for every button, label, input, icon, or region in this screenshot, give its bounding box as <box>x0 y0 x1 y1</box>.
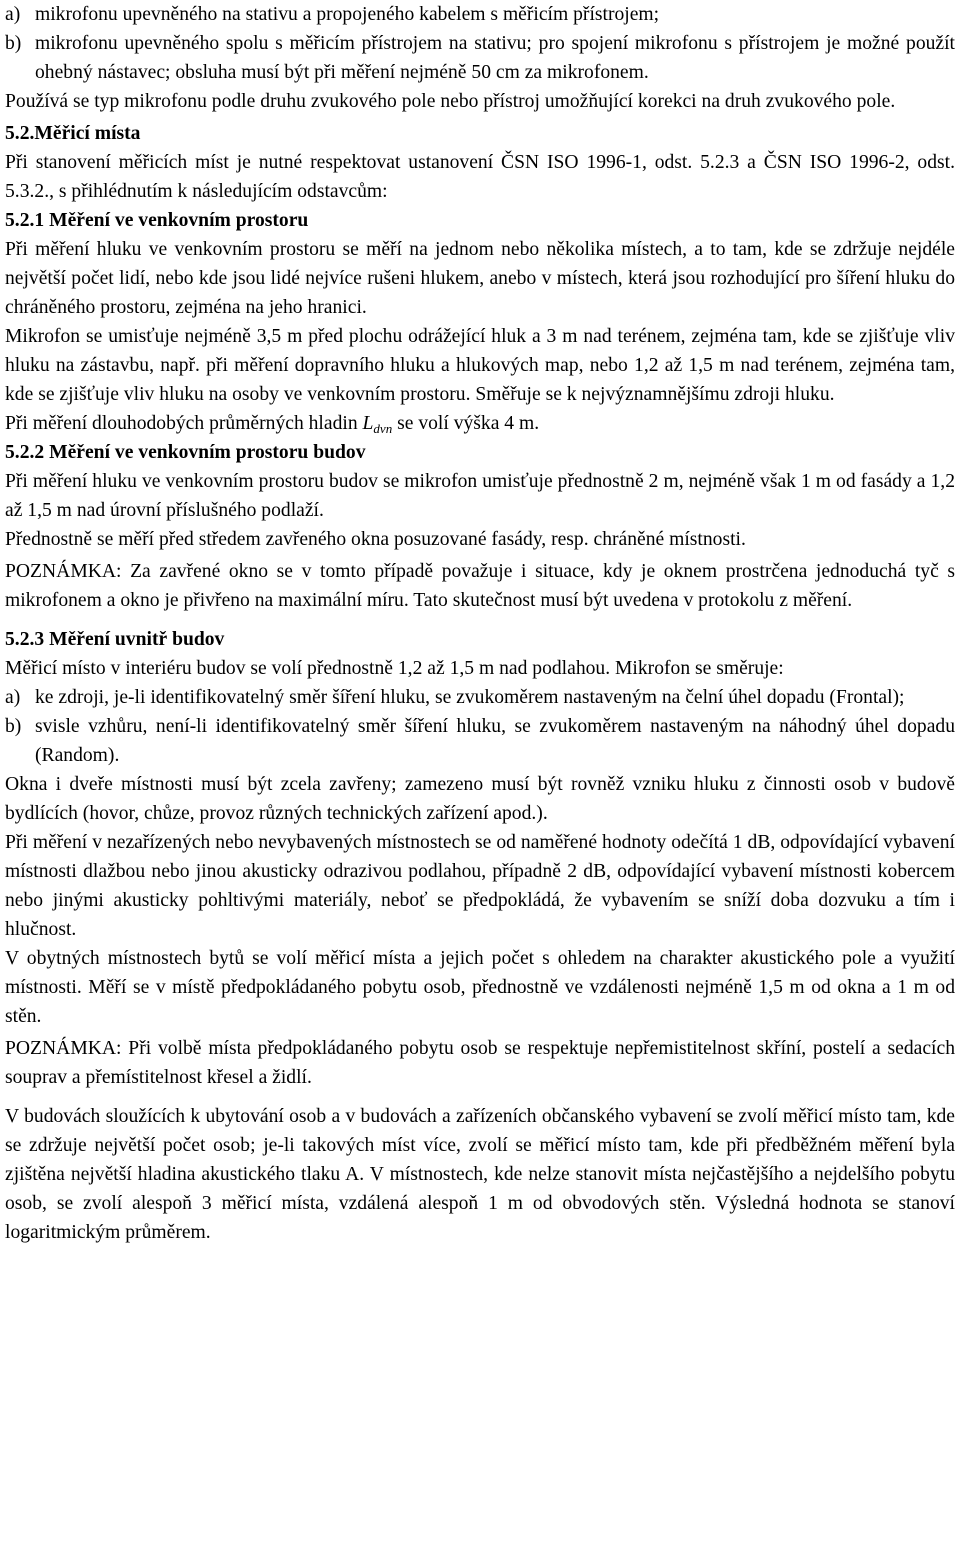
note-5-2-2: POZNÁMKA: Za zavřené okno se v tomto případě považuje i situace, kdy je oknem prostrčena jednoduchá tyč s mikrofonem a okno je přivřeno na maximální míru. Tato skutečnost musí být uvedena v protokolu z měření. <box>5 561 955 611</box>
list-marker: a) <box>5 4 21 25</box>
list-item-a <box>5 0 955 29</box>
text-fragment: Při měření dlouhodobých průměrných hladin <box>5 413 363 434</box>
paragraph-5-2: Při stanovení měřicích míst je nutné respektovat ustanovení ČSN ISO 1996-1, odst. 5.2.3 a ČSN ISO 1996-2, odst. 5.3.2., s přihlédnutím k následujícím odstavcům: <box>5 152 955 202</box>
list-text: mikrofonu upevněného spolu s měřicím přístrojem na stativu; pro spojení mikrofonu s přístrojem je možné použít ohebný nástavec; obsluha musí být při měření nejméně 50 cm za mikrofonem. <box>35 33 955 83</box>
paragraph-5-2-1-c <box>5 409 955 438</box>
list-marker: b) <box>5 33 22 54</box>
list-text: mikrofonu upevněného na stativu a propojeného kabelem s měřicím přístrojem; <box>35 4 660 25</box>
paragraph-5-2-2-a: Při měření hluku ve venkovním prostoru budov se mikrofon umisťuje přednostně 2 m, nejméně však 1 m od fasády a 1,2 až 1,5 m nad úrovní příslušného podlaží. <box>5 471 955 521</box>
note-5-2-3: POZNÁMKA: Při volbě místa předpokládaného pobytu osob se respektuje nepřemistitelnost skříní, postelí a sedacích souprav a přemístitelnost křesel a židlí. <box>5 1038 955 1088</box>
symbol-L: L <box>362 413 374 434</box>
list-item-b <box>5 29 955 87</box>
paragraph-usage: Používá se typ mikrofonu podle druhu zvukového pole nebo přístroj umožňující korekci na druh zvukového pole. <box>5 91 896 112</box>
paragraph-5-2-3-b: Okna i dveře místnosti musí být zcela zavřeny; zamezeno musí být rovněž vzniku hluku z činnosti osob v budově bydlících (hovor, chůze, provoz různých technických zařízení apod.). <box>5 774 955 824</box>
section-heading-5-2: 5.2.Měřicí místa <box>5 123 141 144</box>
symbol-subscript: dvn <box>373 421 393 436</box>
paragraph-5-2-1-b: Mikrofon se umisťuje nejméně 3,5 m před plochu odrážející hluk a 3 m nad terénem, zejména tam, kde se zjišťuje vliv hluku na zástavbu, např. při měření dopravního hluku a hlukových map, nebo 1,2 až 1,5 m nad terénem, zejména tam, kde se zjišťuje vliv hluku na osoby ve venkovním prostoru. Směřuje se k nejvýznamnějšímu zdroji hluku. <box>5 326 955 405</box>
paragraph-5-2-3-d: V obytných místnostech bytů se volí měřicí místa a jejich počet s ohledem na charakter akustického pole a využití místnosti. Měří se v místě předpokládaného pobytu osob, přednostně ve vzdálenosti nejméně 1,5 m od okna a 1 m od stěn. <box>5 948 955 1027</box>
paragraph-5-2-3-e: V budovách sloužících k ubytování osob a v budovách a zařízeních občanského vybavení se zvolí měřicí místo tam, kde se zdržuje největší počet osob; je-li takových míst více, zvolí se měřicí místo tam, kde při předběžném měření byla zjištěna největší hladina akustického tlaku A. V místnostech, kde nelze stanovit místa nejčastějšího a nejdelšího pobytu osob, se zvolí alespoň 3 měřicí místa, vzdálená alespoň 1 m od obvodových stěn. Výsledná hodnota se stanoví logaritmickým průměrem. <box>5 1106 955 1243</box>
text-fragment: se volí výška 4 m. <box>392 413 540 434</box>
list-marker: b) <box>5 716 22 737</box>
paragraph-5-2-3-c: Při měření v nezařízených nebo nevybavených místnostech se od naměřené hodnoty odečítá 1 dB, odpovídající vybavení místnosti dlažbou nebo jinou akusticky odrazivou podlahou, případně 2 dB, odpovídající vybavení místnosti kobercem nebo jinými akusticky pohltivými materiály, neboť se předpokládá, že vybavením se sníží doba dozvuku a tím i hlučnost. <box>5 832 955 940</box>
paragraph-5-2-2-b: Přednostně se měří před středem zavřeného okna posuzované fasády, resp. chráněné místnosti. <box>5 529 746 550</box>
paragraph-5-2-3-a: Měřicí místo v interiéru budov se volí přednostně 1,2 až 1,5 m nad podlahou. Mikrofon se směruje: <box>5 658 784 679</box>
list-item-b <box>5 712 955 770</box>
list-item-a <box>5 683 955 712</box>
section-heading-5-2-3: 5.2.3 Měření uvnitř budov <box>5 629 225 650</box>
list-marker: a) <box>5 687 21 708</box>
list-text: svisle vzhůru, není-li identifikovatelný směr šíření hluku, se zvukoměrem nastaveným na náhodný úhel dopadu (Random). <box>35 716 955 766</box>
list-text: ke zdroji, je-li identifikovatelný směr šíření hluku, se zvukoměrem nastaveným na čelní úhel dopadu (Frontal); <box>35 687 905 708</box>
section-heading-5-2-1: 5.2.1 Měření ve venkovním prostoru <box>5 210 309 231</box>
paragraph-5-2-1-a: Při měření hluku ve venkovním prostoru se měří na jednom nebo několika místech, a to tam, kde se zdržuje nejdéle největší počet lidí, nebo kde jsou lidé nejvíce rušeni hlukem, anebo v místech, která jsou rozhodující pro šíření hluku do chráněného prostoru, zejména na jeho hranici. <box>5 239 955 318</box>
section-heading-5-2-2: 5.2.2 Měření ve venkovním prostoru budov <box>5 442 366 463</box>
